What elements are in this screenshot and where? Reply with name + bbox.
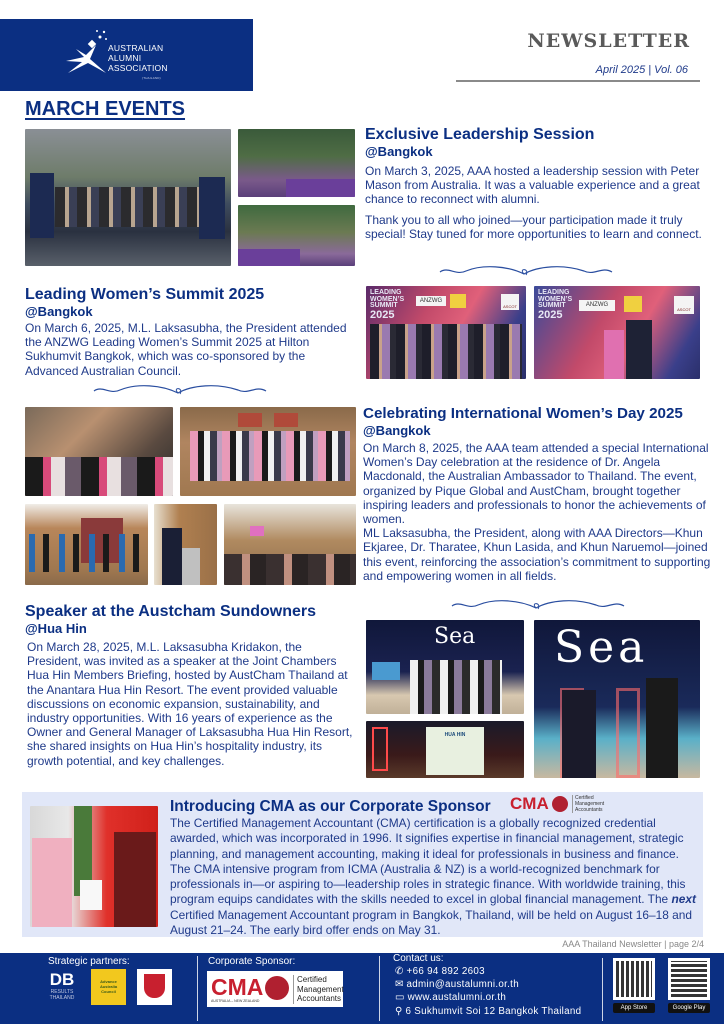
sea-sign: Sea — [554, 622, 649, 673]
banner-line: SUMMIT — [538, 302, 566, 309]
location-pin-icon: ⚲ — [395, 1005, 403, 1017]
newsletter-title: NEWSLETTER — [527, 30, 690, 52]
phone-icon: ✆ — [395, 966, 404, 977]
certificate — [80, 880, 102, 910]
banner-line: LEADING — [538, 289, 570, 296]
banner-left — [30, 173, 54, 238]
cma-logo-sub: AUSTRALIA – NEW ZEALAND — [211, 999, 260, 1003]
lights — [372, 727, 388, 771]
summit-banner-text — [370, 290, 404, 320]
footer-divider — [602, 958, 603, 1021]
banner-line: LEADING — [370, 289, 402, 296]
footer-divider — [197, 956, 198, 1021]
db-logo-sub: THAILAND — [49, 995, 75, 1001]
banner-line: WOMEN’S — [538, 295, 573, 303]
google-play-badge[interactable]: Google Play — [668, 1003, 710, 1013]
huahin-screen-photo — [366, 721, 524, 778]
mail-icon: ✉ — [395, 979, 404, 991]
banner-line: SUMMIT — [370, 302, 398, 309]
iwd-art-room-photo — [25, 504, 148, 585]
event-screen: HUA HIN — [426, 727, 484, 775]
cma-lines — [293, 975, 344, 1004]
event-title: Exclusive Leadership Session — [365, 126, 595, 143]
banner-line: 2025 — [370, 308, 395, 321]
event-title: Speaker at the Austcham Sundowners — [25, 603, 317, 620]
laptop-icon: ▭ — [395, 992, 405, 1004]
phone-text: +66 94 892 2603 — [406, 966, 485, 977]
email-text: admin@austalumni.or.th — [406, 979, 519, 991]
ascot-logo: ASCOT — [501, 294, 519, 310]
website-text: www.austalumni.or.th — [407, 992, 507, 1004]
person-pink — [604, 330, 624, 379]
logo-sub: (THAILAND) — [142, 76, 161, 80]
db-results-logo — [44, 971, 80, 1005]
qr-pattern — [616, 961, 652, 997]
huahin-stage-photo — [366, 620, 524, 714]
iwd-selfie-photo — [25, 407, 173, 496]
screen — [250, 526, 264, 536]
leadership-room-photo-1 — [238, 129, 355, 197]
anzwg-logo: ANZWG — [579, 300, 615, 311]
cma-logo-text: CMA — [211, 974, 264, 1000]
screen — [372, 662, 400, 680]
cma-logo-text: CMA — [510, 794, 549, 813]
section-title: MARCH EVENTS — [25, 98, 186, 120]
logo-line: ALUMNI — [108, 53, 142, 63]
event-iwd — [363, 404, 713, 583]
banner-line: WOMEN’S — [370, 295, 405, 303]
contact-website[interactable] — [395, 991, 581, 1004]
star-logo-icon — [62, 29, 112, 79]
footer-divider — [379, 956, 380, 1021]
crest-icon — [144, 974, 165, 998]
cma-line: Management — [297, 984, 344, 994]
db-logo-text: DB — [49, 970, 75, 989]
person-suit — [626, 320, 652, 379]
iwd-speaker-photo — [154, 504, 217, 585]
cma-line: Certified — [575, 795, 594, 801]
app-store-badge[interactable]: App Store — [613, 1003, 655, 1013]
cma-seal-icon — [552, 796, 568, 812]
sponsor-body — [170, 816, 700, 938]
summit-group-photo — [366, 286, 526, 379]
aac-line: Australia — [99, 984, 118, 989]
event-location: @Hua Hin — [25, 621, 87, 636]
sponsor-section — [22, 792, 703, 937]
aac-logo — [624, 296, 642, 312]
google-play-qr-code[interactable] — [668, 958, 710, 1000]
summit-banner-text — [538, 290, 572, 320]
aac-logo — [450, 294, 466, 308]
purple-table — [238, 249, 300, 266]
leadership-group-photo — [25, 129, 231, 266]
footer — [0, 953, 724, 1024]
event-paragraph: On March 6, 2025, M.L. Laksasubha, the President attended the ANZWG Leading Women’s Summit 2025 at Hilton Sukhumvit Bangkok, which was co-sponsored by the Advanced Australian Council. — [25, 321, 347, 378]
sponsor-body-text: The Certified Management Accountant (CMA) certification is a globally recognized credential awarded, which was incorporated in 1996. It signifies expertise in financial management, strategic planning, and management accounting, making it ideal for professionals in business and finance. The CMA intensive program from ICMA (Australia & NZ) is a world-recognized benchmark for professionals in—or aspiring to—leadership roles in strategic finance. With worldwide training, this program equips candidates with the skills needed to excel in global financial management. The — [170, 816, 686, 907]
cma-footer-logo — [207, 971, 343, 1007]
event-huahin — [25, 602, 358, 768]
ornament-divider — [438, 264, 614, 278]
iwd-lounge-photo — [224, 504, 356, 585]
aac-line: Council — [101, 989, 116, 994]
artwork — [238, 413, 262, 427]
event-summit — [25, 285, 355, 378]
event-leadership — [365, 125, 710, 241]
group-people — [190, 431, 350, 481]
db-logo-sub: RESULTS — [50, 989, 74, 995]
sponsor-body-text: Certified Management Accountant program in Bangkok, Thailand, will be held on August 16–18 and August 21–24. The early bird offer ends on May 31. — [170, 907, 692, 938]
lights — [616, 688, 640, 778]
podium — [182, 548, 200, 585]
logo-banner — [0, 19, 253, 91]
qr-pattern — [671, 961, 707, 997]
man-batik — [114, 832, 156, 927]
event-paragraph: On March 28, 2025, M.L. Laksasubha Kridakon, the President, was invited as a speaker at the Joint Chambers Hua Hin Members Briefing, hosted by AustCham Thailand at the Anantara Hua Hin Resort. The event provided valuable discussions on economic expansion, sustainability, and industry opportunities. With 16 years of experience as the Owner and General Manager of Laksasubha Hua Hin Resort, she shared insights on Hua Hin’s hospitality industry, its growth potential, and key challenges. — [27, 640, 353, 768]
app-store-qr-code[interactable] — [613, 958, 655, 1000]
contact-phone[interactable] — [395, 965, 581, 978]
event-location: @Bangkok — [363, 423, 431, 438]
page-number: AAA Thailand Newsletter | page 2/4 — [562, 939, 704, 949]
event-location: @Bangkok — [25, 304, 93, 319]
speakers — [410, 660, 502, 714]
leadership-room-photo-2 — [238, 205, 355, 266]
contact-label: Contact us: — [393, 953, 444, 964]
group-people — [55, 187, 199, 227]
cma-line: Accountants — [297, 994, 342, 1003]
seated-people — [224, 554, 356, 585]
anzwg-logo: ANZWG — [416, 296, 446, 306]
banner-line: 2025 — [538, 308, 563, 321]
woman-pink — [32, 838, 72, 927]
purple-table — [286, 179, 355, 197]
speaker — [162, 528, 182, 585]
aac-line: Advance — [100, 979, 117, 984]
speaker-man — [646, 678, 678, 778]
cma-line: Accountants — [575, 807, 603, 813]
cma-seal-icon — [265, 976, 289, 1000]
event-paragraph: Thank you to all who joined—your participation made it truly special! Stay tuned for more opportunities to learn and connect. — [365, 212, 702, 241]
cma-signing-photo — [30, 806, 158, 927]
event-paragraph: ML Laksasubha, the President, along with AAA Directors—Khun Ekjaree, Dr. Tharatee, Khun Lasida, and Khun Naruemol—joined this event, reinforcing the association’s commitment to supporting and empowering women in all fields. — [363, 526, 711, 583]
logo-line: AUSTRALIAN — [108, 43, 164, 53]
school-partner-logo — [137, 969, 172, 1005]
speaker-woman — [562, 690, 596, 778]
cma-line: Management — [575, 801, 605, 807]
issue-date: April 2025 | Vol. 06 — [595, 64, 688, 76]
cma-line: Certified — [297, 975, 327, 984]
logo-line: ASSOCIATION — [108, 63, 168, 73]
summit-people — [370, 324, 522, 379]
sea-sign: Sea — [434, 624, 476, 649]
event-location: @Bangkok — [365, 144, 433, 159]
aac-partner-logo — [91, 969, 126, 1005]
contact-email[interactable] — [395, 978, 581, 991]
ornament-divider — [450, 598, 626, 612]
event-paragraph: On March 3, 2025, AAA hosted a leadership session with Peter Mason from Australia. It was a valuable experience and a great chance to reconnect with alumni. — [365, 164, 700, 207]
event-paragraph: On March 8, 2025, the AAA team attended a special International Women’s Day celebration at the residence of Dr. Angela Macdonald, the Australian Ambassador to Thailand. The event, organized by Pique Global and AustCham, brought together inspiring leaders and professionals to honor the achievements of women. — [363, 441, 709, 527]
partners-label: Strategic partners: — [48, 956, 130, 967]
artwork — [274, 413, 298, 427]
event-title: Leading Women’s Summit 2025 — [25, 286, 265, 303]
contact-list — [395, 965, 581, 1018]
banner-right — [199, 177, 225, 239]
event-title: Celebrating International Women’s Day 2025 — [363, 405, 683, 422]
logo-text — [108, 43, 168, 83]
summit-pair-photo — [534, 286, 700, 379]
sponsor-title: Introducing CMA as our Corporate Sponsor — [170, 798, 491, 815]
ornament-divider — [92, 383, 268, 397]
cma-lines — [572, 795, 604, 813]
cma-logo-small — [510, 795, 610, 817]
sponsor-body-emphasis: next — [671, 892, 696, 907]
people — [25, 534, 148, 572]
huahin-speech-photo — [534, 620, 700, 778]
ascot-logo: ASCOT — [674, 296, 694, 314]
address-text: 6 Sukhumvit Soi 12 Bangkok Thailand — [405, 1005, 582, 1017]
header-divider — [456, 80, 700, 82]
iwd-group-photo — [180, 407, 356, 496]
sponsor-label: Corporate Sponsor: — [208, 956, 296, 967]
selfie-people — [25, 457, 173, 496]
contact-address — [395, 1005, 581, 1018]
